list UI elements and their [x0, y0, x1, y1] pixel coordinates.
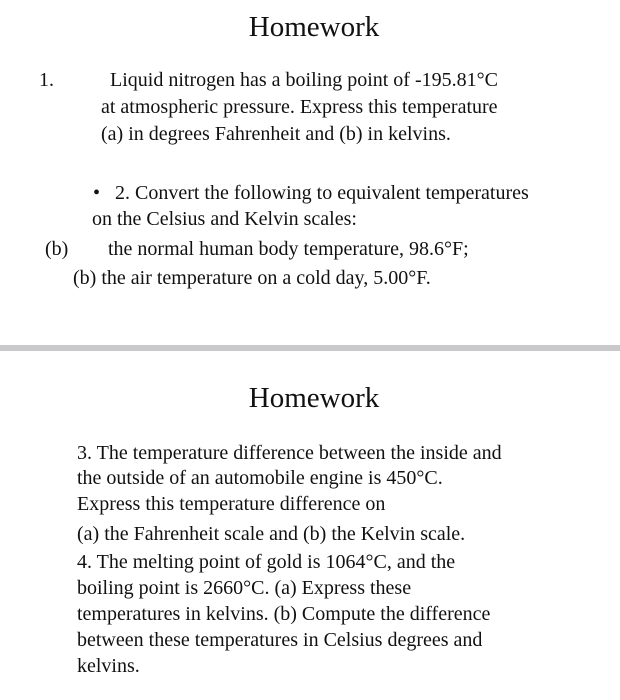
question-4-line-1: 4. The melting point of gold is 1064°C, and the	[77, 551, 456, 573]
question-1-line-2: at atmospheric pressure. Express this temperature	[101, 96, 498, 118]
question-4-line-2: boiling point is 2660°C. (a) Express these	[77, 577, 412, 599]
question-4-line-3: temperatures in kelvins. (b) Compute the difference	[77, 603, 491, 625]
question-2-item-b: (b) the air temperature on a cold day, 5.00°F.	[73, 267, 431, 289]
slide-1-title: Homework	[248, 11, 380, 43]
slide-2	[0, 351, 620, 700]
bullet-icon: •	[93, 182, 101, 204]
question-3-line-4: (a) the Fahrenheit scale and (b) the Kelvin scale.	[77, 523, 466, 545]
question-3-line-1: 3. The temperature difference between the inside and	[77, 442, 502, 464]
question-3-line-2: the outside of an automobile engine is 450°C.	[77, 467, 443, 489]
question-4-line-5: kelvins.	[77, 655, 140, 677]
question-3-line-3: Express this temperature difference on	[77, 493, 386, 515]
question-4-line-4: between these temperatures in Celsius degrees and	[77, 629, 483, 651]
question-1-line-1: Liquid nitrogen has a boiling point of -195.81°C	[110, 69, 498, 91]
question-1-number: 1.	[39, 69, 54, 91]
question-2-item-a: the normal human body temperature, 98.6°F;	[108, 238, 469, 260]
question-1-line-3: (a) in degrees Fahrenheit and (b) in kelvins.	[101, 123, 451, 145]
question-2-line-2: on the Celsius and Kelvin scales:	[92, 208, 357, 230]
question-2-item-label: (b)	[45, 238, 69, 260]
slide-2-title: Homework	[248, 382, 380, 414]
question-2-line-1: 2. Convert the following to equivalent temperatures	[115, 182, 529, 204]
slide-1	[0, 0, 620, 345]
